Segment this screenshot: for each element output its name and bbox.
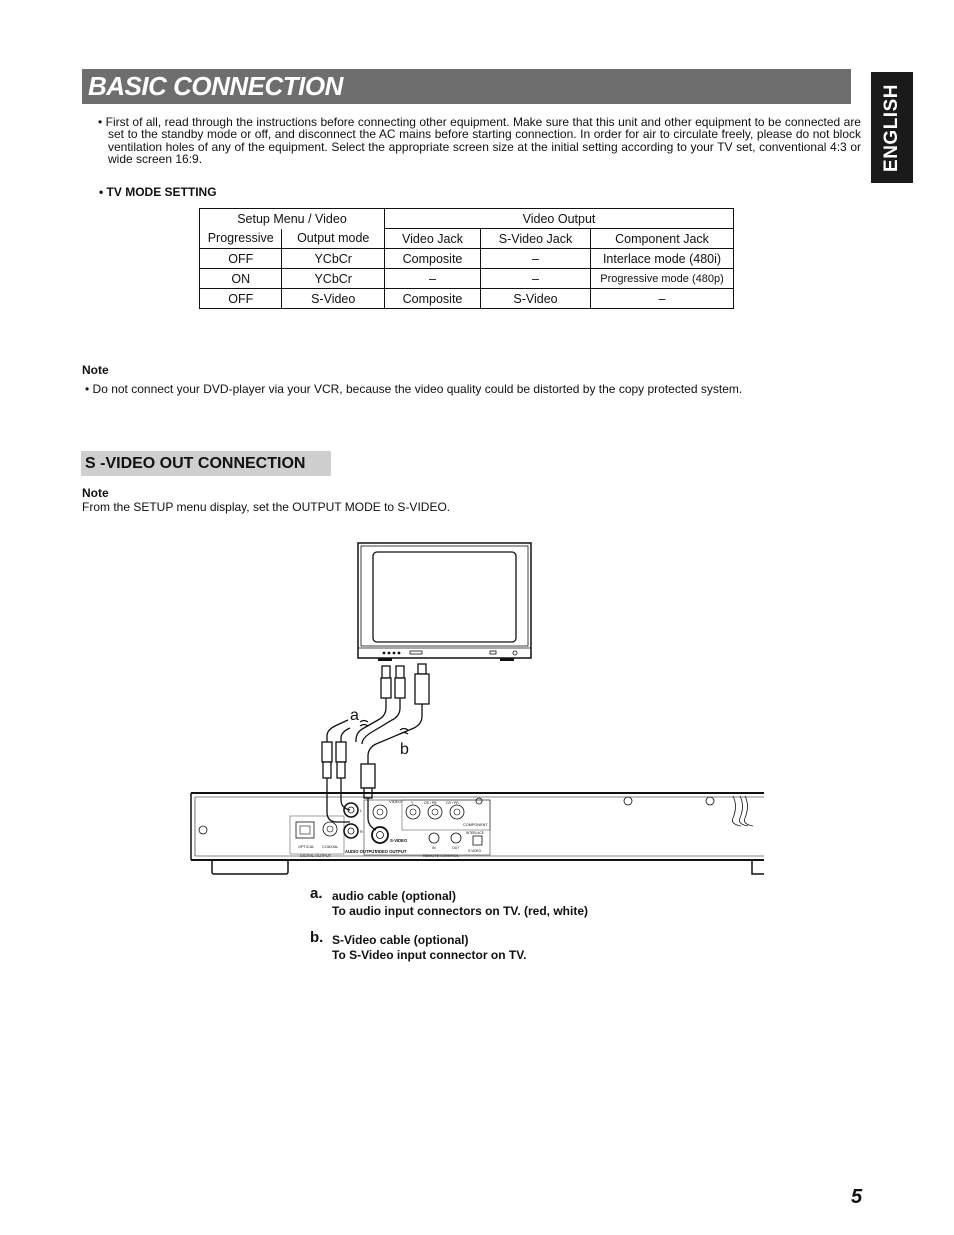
- table-header: Progressive: [200, 229, 282, 249]
- table-cell: Composite: [385, 249, 481, 269]
- note-label: Note: [82, 363, 109, 377]
- table-header-row: [200, 229, 734, 249]
- table-cell: S-Video: [282, 289, 385, 309]
- table-cell: –: [481, 249, 591, 269]
- legend-b-line1: S-Video cable (optional): [332, 933, 469, 947]
- svg-text:R: R: [360, 829, 363, 834]
- legend-a-letter: a.: [310, 885, 323, 902]
- svg-text:COMPONENT: COMPONENT: [463, 823, 488, 827]
- section-title: S -VIDEO OUT CONNECTION: [85, 455, 306, 472]
- legend-b-letter: b.: [310, 929, 324, 946]
- svg-text:VIDEO: VIDEO: [389, 799, 402, 804]
- svg-text:IN: IN: [432, 846, 436, 850]
- dvd-rear-panel: [191, 793, 764, 874]
- tv-mode-table: [199, 208, 734, 309]
- svg-text:S-VIDEO: S-VIDEO: [468, 849, 482, 853]
- table-cell: –: [481, 269, 591, 289]
- svg-text:L: L: [360, 808, 363, 813]
- svg-text:VIDEO OUTPUT: VIDEO OUTPUT: [375, 849, 407, 854]
- svg-text:Y: Y: [411, 801, 414, 805]
- note-text: • Do not connect your DVD-player via your VCR, because the video quality could be distorted by the copy protected system.: [85, 382, 743, 396]
- svg-text:INTERLACE: INTERLACE: [466, 831, 484, 835]
- connection-diagram: [0, 530, 954, 880]
- page-number: 5: [851, 1186, 863, 1208]
- svg-text:COAXIAL: COAXIAL: [322, 845, 339, 849]
- table-group-output: Video Output: [385, 209, 734, 229]
- language-tab-label: ENGLISH: [881, 83, 903, 172]
- table-cell: Interlace mode (480i): [591, 249, 734, 269]
- table-cell: –: [591, 289, 734, 309]
- legend-a: [310, 885, 323, 903]
- table-row: [200, 249, 734, 269]
- intro-paragraph: • First of all, read through the instructions before connecting other equipment. Make sure that this unit and other equipment to be connected are set to the standby mode or off, and disconnect the AC mains before starting connection. In order for air to circulate freely, please do not block ventilation holes of any of the equipment. Select the appropriate screen size at the initial setting according to your TV set, conventional 4:3 or wide screen 16:9.: [98, 115, 861, 166]
- tv-mode-label: • TV MODE SETTING: [99, 185, 217, 199]
- table-cell: Progressive mode (480p): [591, 269, 734, 289]
- table-group-setup: Setup Menu / Video: [200, 209, 385, 229]
- note-label: Note: [82, 486, 109, 500]
- svg-text:S-VIDEO: S-VIDEO: [390, 838, 408, 843]
- table-row: [200, 269, 734, 289]
- table-cell: OFF: [200, 289, 282, 309]
- cable-b-label: b: [400, 741, 409, 758]
- svg-text:REMOTE CONTROL: REMOTE CONTROL: [423, 854, 459, 858]
- svg-text:CR / PR: CR / PR: [446, 801, 459, 805]
- legend-a-line2: To audio input connectors on TV. (red, white): [332, 904, 589, 918]
- svg-text:DIGITAL OUTPUT: DIGITAL OUTPUT: [300, 854, 332, 858]
- tv-illustration: [358, 543, 531, 661]
- table-cell: S-Video: [481, 289, 591, 309]
- legend-b: [310, 929, 323, 947]
- note-text: From the SETUP menu display, set the OUTPUT MODE to S-VIDEO.: [82, 500, 451, 514]
- page-title: BASIC CONNECTION: [88, 71, 343, 101]
- svg-text:OUT: OUT: [452, 846, 460, 850]
- svg-text:CB / PB: CB / PB: [424, 801, 437, 805]
- table-header: S-Video Jack: [481, 229, 591, 249]
- table-cell: Composite: [385, 289, 481, 309]
- table-group-row: [200, 209, 734, 229]
- table-cell: ON: [200, 269, 282, 289]
- table-cell: OFF: [200, 249, 282, 269]
- svg-text:OPTICAL: OPTICAL: [298, 845, 315, 849]
- table-cell: –: [385, 269, 481, 289]
- legend-a-line1: audio cable (optional): [332, 889, 457, 903]
- legend-b-line2: To S-Video input connector on TV.: [332, 948, 527, 962]
- cable-a-label: a: [350, 707, 359, 724]
- table-header: Output mode: [282, 229, 385, 249]
- table-cell: YCbCr: [282, 249, 385, 269]
- table-cell: YCbCr: [282, 269, 385, 289]
- table-header: Video Jack: [385, 229, 481, 249]
- svg-text:AUDIO OUTPUT: AUDIO OUTPUT: [345, 849, 377, 854]
- table-row: [200, 289, 734, 309]
- table-header: Component Jack: [591, 229, 734, 249]
